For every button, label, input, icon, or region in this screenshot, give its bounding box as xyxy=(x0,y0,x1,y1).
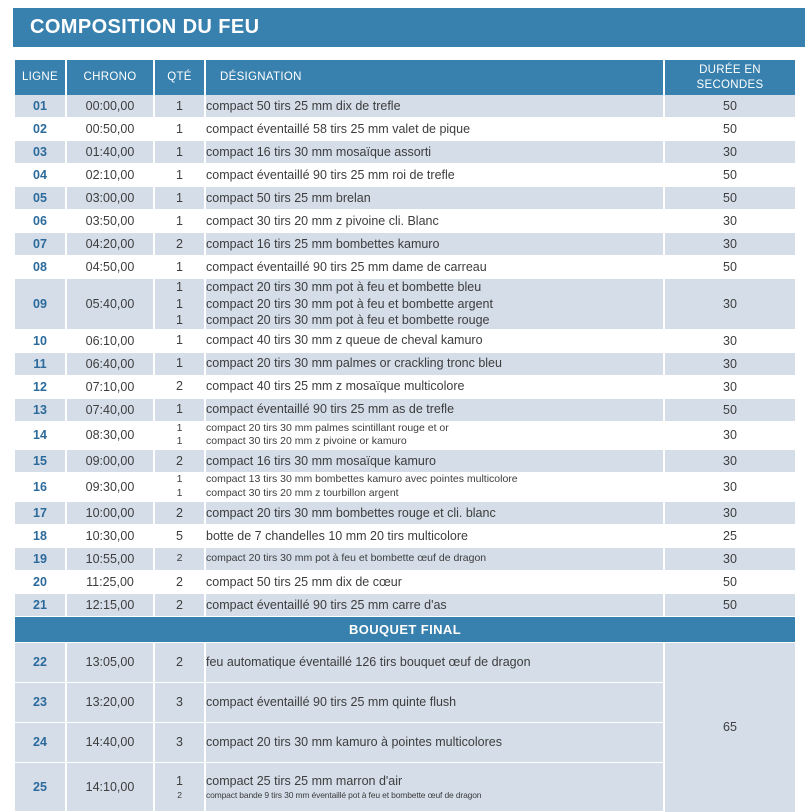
cell-ligne: 22 xyxy=(15,643,65,683)
cell-line: 2 xyxy=(176,236,183,251)
cell-qte xyxy=(155,571,204,594)
cell-designation xyxy=(206,164,663,187)
column-header-duree xyxy=(665,60,795,95)
table-body xyxy=(15,95,795,812)
cell-chrono: 04:50,00 xyxy=(67,256,153,279)
cell-ligne: 14 xyxy=(15,422,65,451)
fire-composition-table xyxy=(13,60,797,812)
cell-designation xyxy=(206,399,663,422)
table-row-final xyxy=(15,643,795,683)
cell-duree: 30 xyxy=(665,473,795,502)
table-row xyxy=(15,330,795,353)
cell-line: 1 xyxy=(176,356,183,371)
cell-duree: 30 xyxy=(665,141,795,164)
cell-designation xyxy=(206,548,663,571)
cell-chrono: 11:25,00 xyxy=(67,571,153,594)
cell-line: 1 xyxy=(176,144,183,159)
cell-designation xyxy=(206,279,663,330)
cell-line: compact 30 tirs 20 mm z pivoine or kamuro xyxy=(206,435,407,448)
table-row xyxy=(15,210,795,233)
cell-qte xyxy=(155,210,204,233)
cell-line: 1 xyxy=(176,473,183,486)
cell-ligne: 03 xyxy=(15,141,65,164)
cell-qte xyxy=(155,233,204,256)
column-header-duree-line2: SECONDES xyxy=(696,78,764,91)
document-title-banner xyxy=(13,8,805,47)
cell-chrono: 13:20,00 xyxy=(67,683,153,723)
table-row xyxy=(15,376,795,399)
header-row xyxy=(15,60,795,95)
cell-line: compact 13 tirs 30 mm bombettes kamuro avec pointes multicolore xyxy=(206,473,518,486)
cell-duree: 30 xyxy=(665,502,795,525)
cell-line: 2 xyxy=(176,453,183,468)
cell-duree: 50 xyxy=(665,594,795,617)
cell-chrono: 05:40,00 xyxy=(67,279,153,330)
cell-qte xyxy=(155,187,204,210)
cell-ligne: 18 xyxy=(15,525,65,548)
cell-duree: 25 xyxy=(665,525,795,548)
cell-qte xyxy=(155,256,204,279)
page-title: COMPOSITION DU FEU xyxy=(30,16,260,38)
section-banner-label: BOUQUET FINAL xyxy=(15,617,795,643)
cell-line: 1 xyxy=(176,121,183,136)
cell-designation xyxy=(206,643,663,683)
cell-designation xyxy=(206,376,663,399)
cell-duree: 50 xyxy=(665,118,795,141)
cell-duree: 50 xyxy=(665,187,795,210)
cell-ligne: 12 xyxy=(15,376,65,399)
cell-line: compact éventaillé 90 tirs 25 mm carre d'as xyxy=(206,597,447,612)
cell-duree-final: 65 xyxy=(665,643,795,812)
table-row xyxy=(15,450,795,473)
cell-qte xyxy=(155,376,204,399)
cell-line: 1 xyxy=(176,333,183,348)
cell-line: 2 xyxy=(176,655,183,670)
cell-designation xyxy=(206,210,663,233)
cell-qte xyxy=(155,723,204,763)
cell-qte xyxy=(155,525,204,548)
cell-designation xyxy=(206,256,663,279)
cell-line: 1 xyxy=(176,402,183,417)
cell-duree: 30 xyxy=(665,376,795,399)
cell-duree: 30 xyxy=(665,353,795,376)
cell-qte xyxy=(155,164,204,187)
table-row xyxy=(15,256,795,279)
cell-designation xyxy=(206,525,663,548)
cell-line: compact 16 tirs 30 mm mosaïque assorti xyxy=(206,144,432,159)
cell-chrono: 10:30,00 xyxy=(67,525,153,548)
cell-line: compact 20 tirs 30 mm pot à feu et bombette argent xyxy=(206,296,493,311)
table-row xyxy=(15,502,795,525)
cell-ligne: 10 xyxy=(15,330,65,353)
table-row xyxy=(15,473,795,502)
table-row xyxy=(15,141,795,164)
cell-ligne: 09 xyxy=(15,279,65,330)
cell-ligne: 21 xyxy=(15,594,65,617)
cell-chrono: 06:40,00 xyxy=(67,353,153,376)
cell-designation xyxy=(206,95,663,118)
cell-line: compact 20 tirs 30 mm palmes or crackling tronc bleu xyxy=(206,356,502,371)
cell-line: compact 40 tirs 25 mm z mosaïque multicolore xyxy=(206,379,465,394)
table-row xyxy=(15,187,795,210)
cell-ligne: 08 xyxy=(15,256,65,279)
cell-ligne: 05 xyxy=(15,187,65,210)
cell-ligne: 23 xyxy=(15,683,65,723)
cell-ligne: 07 xyxy=(15,233,65,256)
cell-line: 1 xyxy=(176,213,183,228)
cell-duree: 30 xyxy=(665,330,795,353)
cell-chrono: 13:05,00 xyxy=(67,643,153,683)
cell-chrono: 00:50,00 xyxy=(67,118,153,141)
cell-duree: 30 xyxy=(665,422,795,451)
cell-duree: 30 xyxy=(665,450,795,473)
cell-designation xyxy=(206,422,663,451)
cell-line: compact 30 tirs 20 mm z tourbillon argent xyxy=(206,487,399,500)
cell-chrono: 14:40,00 xyxy=(67,723,153,763)
table-row xyxy=(15,548,795,571)
cell-ligne: 01 xyxy=(15,95,65,118)
cell-line: 1 xyxy=(176,313,183,327)
cell-qte xyxy=(155,422,204,451)
cell-duree: 50 xyxy=(665,256,795,279)
table-row xyxy=(15,233,795,256)
table-row xyxy=(15,353,795,376)
cell-ligne: 04 xyxy=(15,164,65,187)
cell-line: compact éventaillé 90 tirs 25 mm as de trefle xyxy=(206,402,455,417)
cell-ligne: 11 xyxy=(15,353,65,376)
cell-chrono: 09:00,00 xyxy=(67,450,153,473)
cell-designation xyxy=(206,473,663,502)
cell-line: compact 50 tirs 25 mm dix de cœur xyxy=(206,574,402,589)
cell-line: compact 16 tirs 30 mm mosaïque kamuro xyxy=(206,453,436,468)
cell-chrono: 02:10,00 xyxy=(67,164,153,187)
cell-line: compact 20 tirs 30 mm pot à feu et bombette œuf de dragon xyxy=(206,552,487,564)
cell-line: 1 xyxy=(176,435,183,448)
cell-line: compact 20 tirs 30 mm palmes scintillant rouge et or xyxy=(206,421,449,434)
cell-line: 1 xyxy=(176,98,183,113)
cell-duree: 30 xyxy=(665,233,795,256)
table-row xyxy=(15,399,795,422)
cell-line: compact 16 tirs 25 mm bombettes kamuro xyxy=(206,236,440,251)
cell-ligne: 25 xyxy=(15,763,65,812)
cell-ligne: 13 xyxy=(15,399,65,422)
cell-chrono: 06:10,00 xyxy=(67,330,153,353)
cell-chrono: 10:00,00 xyxy=(67,502,153,525)
cell-qte xyxy=(155,683,204,723)
cell-ligne: 24 xyxy=(15,723,65,763)
table-row xyxy=(15,95,795,118)
column-header-qte: QTÉ xyxy=(155,60,204,95)
cell-ligne: 02 xyxy=(15,118,65,141)
cell-line: 2 xyxy=(177,789,182,800)
cell-line: compact 20 tirs 30 mm pot à feu et bombette bleu xyxy=(206,280,482,294)
cell-chrono: 07:40,00 xyxy=(67,399,153,422)
column-header-designation: DÉSIGNATION xyxy=(206,60,663,95)
cell-line: 2 xyxy=(176,574,183,589)
cell-chrono: 01:40,00 xyxy=(67,141,153,164)
cell-ligne: 20 xyxy=(15,571,65,594)
cell-line: compact 20 tirs 30 mm pot à feu et bombette rouge xyxy=(206,313,490,327)
cell-line: 2 xyxy=(176,505,183,520)
cell-line: 1 xyxy=(176,487,183,500)
cell-chrono: 03:00,00 xyxy=(67,187,153,210)
cell-line: botte de 7 chandelles 10 mm 20 tirs multicolore xyxy=(206,528,468,543)
cell-line: 1 xyxy=(176,167,183,182)
table-header xyxy=(15,60,795,95)
cell-line: compact éventaillé 90 tirs 25 mm quinte flush xyxy=(206,695,457,710)
cell-qte xyxy=(155,643,204,683)
table-row xyxy=(15,164,795,187)
cell-designation xyxy=(206,594,663,617)
cell-ligne: 15 xyxy=(15,450,65,473)
cell-line: 1 xyxy=(176,259,183,274)
cell-qte xyxy=(155,450,204,473)
cell-line: compact 20 tirs 30 mm kamuro à pointes multicolores xyxy=(206,735,502,750)
cell-line: compact 50 tirs 25 mm dix de trefle xyxy=(206,98,401,113)
cell-qte xyxy=(155,399,204,422)
cell-designation xyxy=(206,571,663,594)
column-header-ligne: LIGNE xyxy=(15,60,65,95)
cell-qte xyxy=(155,473,204,502)
cell-line: 2 xyxy=(176,552,183,564)
table-row xyxy=(15,525,795,548)
table-row xyxy=(15,279,795,330)
cell-qte xyxy=(155,118,204,141)
cell-designation xyxy=(206,683,663,723)
cell-qte xyxy=(155,330,204,353)
cell-line: compact éventaillé 58 tirs 25 mm valet de pique xyxy=(206,121,471,136)
cell-line: 3 xyxy=(176,695,183,710)
cell-line: 2 xyxy=(176,597,183,612)
cell-line: 1 xyxy=(176,296,183,311)
cell-duree: 50 xyxy=(665,399,795,422)
table-row xyxy=(15,118,795,141)
cell-chrono: 09:30,00 xyxy=(67,473,153,502)
table-row xyxy=(15,422,795,451)
cell-line: compact 25 tirs 25 mm marron d'air xyxy=(206,774,403,789)
cell-duree: 30 xyxy=(665,279,795,330)
cell-duree: 30 xyxy=(665,548,795,571)
cell-qte xyxy=(155,279,204,330)
cell-qte xyxy=(155,502,204,525)
cell-line: compact bande 9 tirs 30 mm éventaillé pot à feu et bombette œuf de dragon xyxy=(206,789,482,800)
cell-duree: 30 xyxy=(665,210,795,233)
cell-chrono: 07:10,00 xyxy=(67,376,153,399)
cell-qte xyxy=(155,141,204,164)
cell-ligne: 19 xyxy=(15,548,65,571)
cell-line: 2 xyxy=(176,379,183,394)
section-banner-row xyxy=(15,617,795,643)
cell-chrono: 14:10,00 xyxy=(67,763,153,812)
column-header-duree-line1: DURÉE EN xyxy=(699,64,761,77)
cell-line: compact éventaillé 90 tirs 25 mm roi de trefle xyxy=(206,167,455,182)
cell-qte xyxy=(155,594,204,617)
cell-ligne: 17 xyxy=(15,502,65,525)
cell-designation xyxy=(206,187,663,210)
cell-line: compact 40 tirs 30 mm z queue de cheval kamuro xyxy=(206,333,483,348)
cell-duree: 50 xyxy=(665,571,795,594)
cell-qte xyxy=(155,95,204,118)
cell-line: compact 50 tirs 25 mm brelan xyxy=(206,190,371,205)
cell-line: compact 30 tirs 20 mm z pivoine cli. Blanc xyxy=(206,213,439,228)
table-row xyxy=(15,571,795,594)
column-header-chrono: CHRONO xyxy=(67,60,153,95)
cell-designation xyxy=(206,141,663,164)
cell-chrono: 00:00,00 xyxy=(67,95,153,118)
cell-designation xyxy=(206,502,663,525)
cell-ligne: 06 xyxy=(15,210,65,233)
cell-line: 1 xyxy=(176,190,183,205)
cell-chrono: 04:20,00 xyxy=(67,233,153,256)
cell-designation xyxy=(206,118,663,141)
cell-designation xyxy=(206,450,663,473)
cell-chrono: 03:50,00 xyxy=(67,210,153,233)
cell-chrono: 10:55,00 xyxy=(67,548,153,571)
cell-line: 1 xyxy=(176,774,183,789)
cell-designation xyxy=(206,723,663,763)
cell-qte xyxy=(155,548,204,571)
cell-line: 1 xyxy=(176,280,183,294)
cell-duree: 50 xyxy=(665,164,795,187)
cell-ligne: 16 xyxy=(15,473,65,502)
cell-line: 1 xyxy=(176,421,183,434)
cell-line: feu automatique éventaillé 126 tirs bouquet œuf de dragon xyxy=(206,655,531,670)
cell-chrono: 12:15,00 xyxy=(67,594,153,617)
cell-duree: 50 xyxy=(665,95,795,118)
cell-line: compact éventaillé 90 tirs 25 mm dame de carreau xyxy=(206,259,487,274)
cell-designation xyxy=(206,330,663,353)
cell-line: compact 20 tirs 30 mm bombettes rouge et cli. blanc xyxy=(206,505,496,520)
cell-line: 5 xyxy=(176,528,183,543)
cell-qte xyxy=(155,353,204,376)
cell-chrono: 08:30,00 xyxy=(67,422,153,451)
cell-designation xyxy=(206,353,663,376)
cell-designation xyxy=(206,233,663,256)
table-row xyxy=(15,594,795,617)
cell-line: 3 xyxy=(176,735,183,750)
